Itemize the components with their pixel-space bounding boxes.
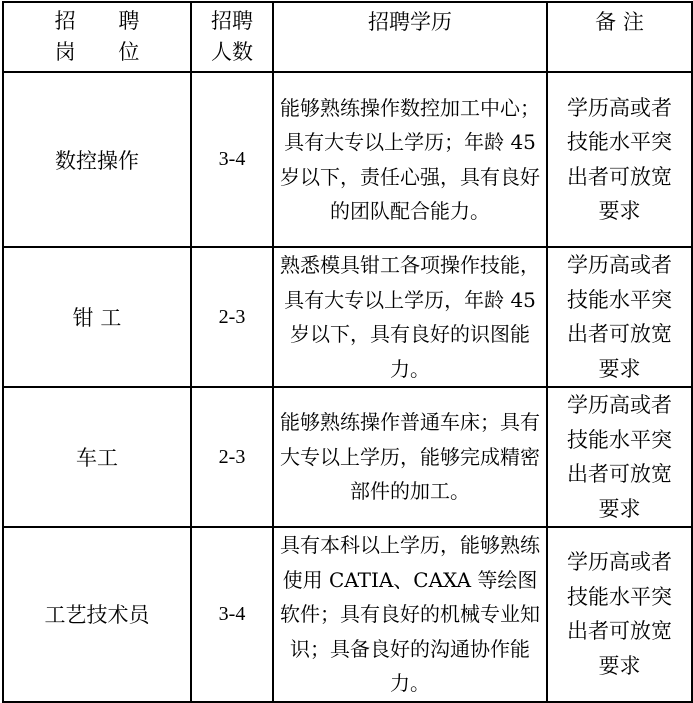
- table-row: [3, 247, 692, 387]
- position-cell: 车工: [3, 387, 191, 527]
- header-count: [191, 2, 273, 72]
- requirement-cell: 具有本科以上学历，能够熟练使用 CATIA、CAXA 等绘图软件；具有良好的机械专业知识；具备良好的沟通协作能力。: [273, 527, 547, 702]
- header-education-label: 招聘学历: [368, 10, 452, 34]
- count-cell: 3-4: [191, 527, 273, 702]
- header-count-line2: 人数: [211, 40, 253, 64]
- header-position-line2: 岗 位: [54, 40, 158, 64]
- remark-line: 学历高或者: [567, 95, 672, 120]
- requirement-cell: 能够熟练操作普通车床；具有大专以上学历，能够完成精密部件的加工。: [273, 387, 547, 527]
- remark-line: 学历高或者: [567, 253, 672, 277]
- remark-line: 技能水平突: [567, 287, 672, 312]
- count-cell: 2-3: [191, 387, 273, 527]
- requirement-cell: 能够熟练操作数控加工中心；具有大专以上学历；年龄 45 岁以下，责任心强，具有良好的团队配合能力。: [273, 72, 547, 247]
- count-cell: 3-4: [191, 72, 273, 247]
- header-remarks: [547, 2, 692, 72]
- recruitment-table: [2, 1, 693, 703]
- table-row: [3, 527, 692, 702]
- remark-line: 要求: [598, 653, 641, 678]
- remark-cell: [547, 527, 692, 702]
- header-row: [3, 2, 692, 72]
- header-remarks-label: 备 注: [595, 10, 644, 34]
- remark-line: 出者可放宽: [567, 462, 672, 486]
- header-count-line1: 招聘: [211, 9, 253, 33]
- remark-cell: [547, 247, 692, 387]
- header-education: [273, 2, 547, 72]
- position-cell: 工艺技术员: [3, 527, 191, 702]
- table-row: [3, 387, 692, 527]
- table-row: [3, 72, 692, 247]
- header-position-line1: 招 聘: [54, 9, 158, 33]
- count-cell: 2-3: [191, 247, 273, 387]
- header-position: [3, 2, 191, 72]
- requirement-cell: 熟悉模具钳工各项操作技能，具有大专以上学历，年龄 45 岁以下，具有良好的识图能力。: [273, 247, 547, 387]
- remark-line: 出者可放宽: [567, 619, 672, 644]
- remark-line: 学历高或者: [567, 550, 672, 575]
- remark-line: 技能水平突: [567, 130, 672, 154]
- remark-line: 要求: [598, 356, 641, 381]
- position-cell: 数控操作: [3, 72, 191, 247]
- remark-line: 学历高或者: [567, 393, 672, 417]
- position-cell: 钳 工: [3, 247, 191, 387]
- remark-line: 要求: [598, 496, 641, 521]
- remark-cell: [547, 72, 692, 247]
- remark-line: 技能水平突: [567, 427, 672, 452]
- remark-line: 出者可放宽: [567, 164, 672, 189]
- remark-line: 技能水平突: [567, 584, 672, 609]
- remark-line: 要求: [598, 199, 641, 223]
- remark-line: 出者可放宽: [567, 322, 672, 346]
- remark-cell: [547, 387, 692, 527]
